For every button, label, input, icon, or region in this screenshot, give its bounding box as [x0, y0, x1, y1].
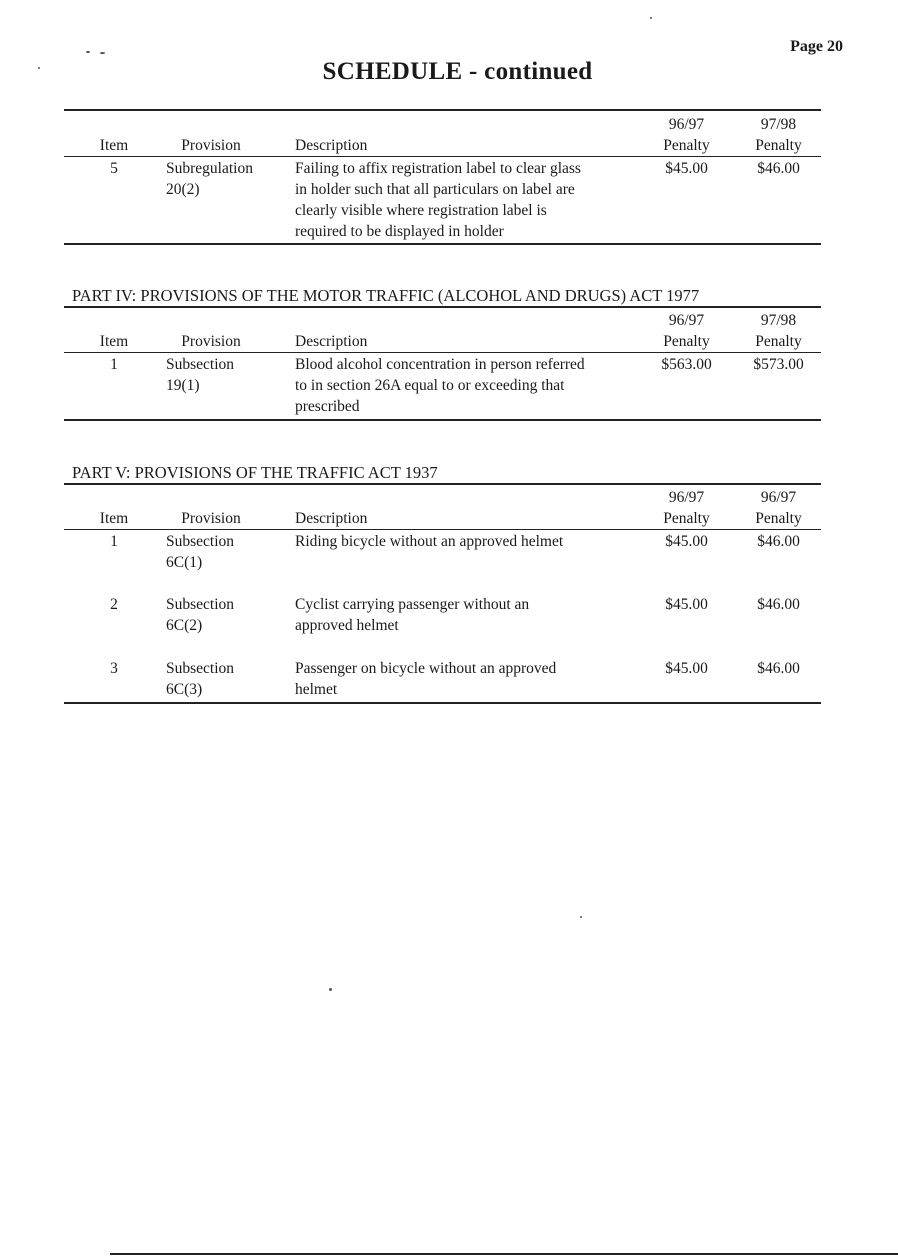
row-penalty-1: $563.00: [661, 356, 712, 373]
provision-line: 6C(2): [166, 617, 203, 634]
row-item: 3: [110, 660, 118, 677]
row-penalty-2: $46.00: [757, 596, 800, 613]
header-penalty-1: [649, 114, 724, 156]
row-provision: [166, 531, 291, 573]
description-line: helmet: [295, 681, 338, 698]
provision-line: 6C(3): [166, 681, 203, 698]
provision-line: Subsection: [166, 533, 235, 550]
section-bottom-rule: [64, 419, 821, 421]
header-description: Description: [295, 137, 368, 154]
page-number: Page 20: [790, 38, 843, 55]
row-item: 2: [110, 596, 118, 613]
penalty-1-label: Penalty: [663, 510, 710, 527]
row-item: 1: [110, 533, 118, 550]
scan-speck: [86, 51, 90, 53]
row-description: [295, 531, 640, 552]
section-bottom-rule: [64, 243, 821, 245]
description-line: Blood alcohol concentration in person referred: [295, 356, 585, 373]
penalty-2-label: Penalty: [755, 137, 802, 154]
provision-line: 20(2): [166, 181, 200, 198]
provision-line: Subsection: [166, 596, 235, 613]
scan-speck: [650, 17, 652, 19]
section-heading: PART IV: PROVISIONS OF THE MOTOR TRAFFIC (ALCOHOL AND DRUGS) ACT 1977: [72, 286, 700, 305]
penalty-2-label: Penalty: [755, 510, 802, 527]
penalty-2-year: 96/97: [760, 489, 797, 506]
row-description: [295, 354, 640, 417]
scan-speck: [100, 52, 105, 54]
schedule-section-part-v: [64, 463, 821, 704]
provision-line: Subregulation: [166, 160, 253, 177]
penalty-1-year: 96/97: [668, 312, 705, 329]
row-penalty-2: $46.00: [757, 160, 800, 177]
table-header-row: [64, 485, 821, 529]
header-penalty-1: [649, 487, 724, 529]
scan-speck: [329, 988, 332, 991]
row-description: [295, 594, 640, 636]
header-penalty-1: [649, 310, 724, 352]
header-description: Description: [295, 510, 368, 527]
row-penalty-1: $45.00: [665, 160, 708, 177]
row-penalty-2: $46.00: [757, 660, 800, 677]
header-penalty-2: [736, 487, 821, 529]
page-title: SCHEDULE - continued: [322, 58, 593, 85]
row-item: 1: [110, 356, 118, 373]
row-provision: [166, 354, 291, 396]
table-header-row: [64, 111, 821, 156]
row-item: 5: [110, 160, 118, 177]
row-provision: [166, 594, 291, 636]
header-item: Item: [99, 137, 129, 154]
description-line: prescribed: [295, 398, 360, 415]
description-line: Passenger on bicycle without an approved: [295, 660, 557, 677]
row-provision: [166, 158, 291, 200]
row-penalty-1: $45.00: [665, 533, 708, 550]
section-heading: PART V: PROVISIONS OF THE TRAFFIC ACT 1937: [72, 463, 438, 482]
scan-edge-line: [110, 1253, 898, 1255]
row-penalty-1: $45.00: [665, 660, 708, 677]
table-row: [64, 530, 821, 593]
schedule-section-part-iv: [64, 286, 821, 421]
table-row: [64, 657, 821, 702]
penalty-1-label: Penalty: [663, 137, 710, 154]
header-provision: Provision: [181, 333, 241, 350]
table-row: [64, 593, 821, 657]
header-penalty-2: [736, 114, 821, 156]
header-penalty-2: [736, 310, 821, 352]
description-line: required to be displayed in holder: [295, 223, 504, 240]
provision-line: 19(1): [166, 377, 200, 394]
header-item: Item: [99, 333, 129, 350]
description-line: Cyclist carrying passenger without an: [295, 596, 530, 613]
description-line: clearly visible where registration label is: [295, 202, 547, 219]
schedule-section-continued: [64, 109, 821, 245]
table-row: [64, 157, 821, 243]
section-bottom-rule: [64, 702, 821, 704]
penalty-1-year: 96/97: [668, 489, 705, 506]
provision-line: 6C(1): [166, 554, 203, 571]
header-provision: Provision: [181, 510, 241, 527]
provision-line: Subsection: [166, 356, 235, 373]
row-description: [295, 658, 640, 700]
description-line: in holder such that all particulars on label are: [295, 181, 575, 198]
provision-line: Subsection: [166, 660, 235, 677]
row-penalty-1: $45.00: [665, 596, 708, 613]
header-item: Item: [99, 510, 129, 527]
row-penalty-2: $46.00: [757, 533, 800, 550]
penalty-1-label: Penalty: [663, 333, 710, 350]
scan-speck: [580, 916, 582, 918]
description-line: approved helmet: [295, 617, 399, 634]
penalty-2-year: 97/98: [760, 312, 797, 329]
header-provision: Provision: [181, 137, 241, 154]
penalty-2-label: Penalty: [755, 333, 802, 350]
description-line: Failing to affix registration label to clear glass: [295, 160, 581, 177]
scan-speck: [38, 67, 40, 69]
description-line: Riding bicycle without an approved helmet: [295, 533, 564, 550]
header-description: Description: [295, 333, 368, 350]
penalty-1-year: 96/97: [668, 116, 705, 133]
row-description: [295, 158, 640, 242]
description-line: to in section 26A equal to or exceeding that: [295, 377, 565, 394]
table-row: [64, 353, 821, 419]
penalty-2-year: 97/98: [760, 116, 797, 133]
row-provision: [166, 658, 291, 700]
row-penalty-2: $573.00: [753, 356, 804, 373]
table-header-row: [64, 308, 821, 352]
